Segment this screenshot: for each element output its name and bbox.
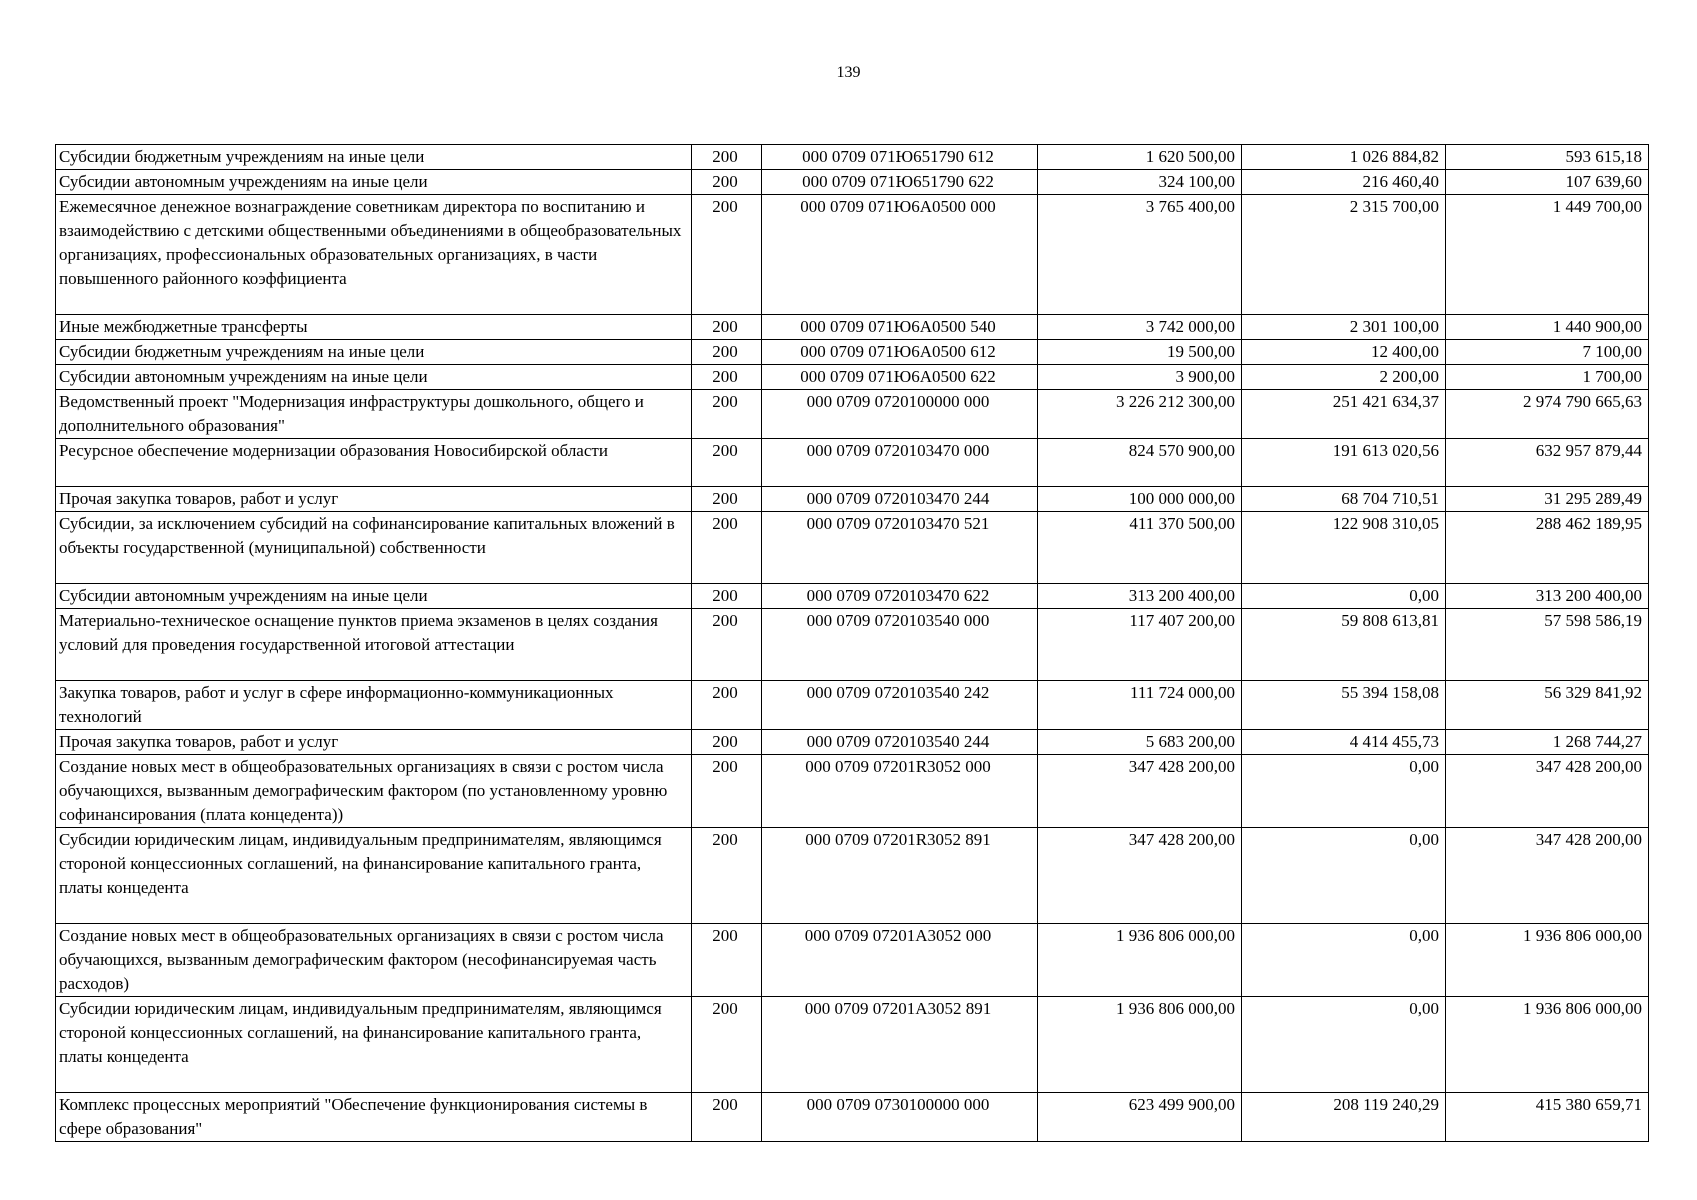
row-approved: 1 936 806 000,00 — [1038, 997, 1242, 1093]
row-name: Создание новых мест в общеобразовательных организациях в связи с ростом числа обучающихся, вызванным демографическим фактором (по установленному уровню софинансирования (плата концедента)) — [56, 755, 692, 828]
table-row — [56, 195, 1649, 315]
row-kbk: 000 0709 0720103470 521 — [762, 512, 1038, 584]
row-name: Создание новых мест в общеобразовательных организациях в связи с ростом числа обучающихся, вызванным демографическим фактором (несофинансируемая часть расходов) — [56, 924, 692, 997]
row-name: Комплекс процессных мероприятий "Обеспечение функционирования системы в сфере образования" — [56, 1093, 692, 1142]
table-row — [56, 584, 1649, 609]
row-code: 200 — [692, 584, 762, 609]
table-row — [56, 609, 1649, 681]
row-name: Субсидии автономным учреждениям на иные цели — [56, 584, 692, 609]
row-name: Иные межбюджетные трансферты — [56, 315, 692, 340]
row-executed: 55 394 158,08 — [1242, 681, 1446, 730]
row-unexecuted: 57 598 586,19 — [1446, 609, 1649, 681]
row-executed: 122 908 310,05 — [1242, 512, 1446, 584]
table-row — [56, 390, 1649, 439]
row-approved: 117 407 200,00 — [1038, 609, 1242, 681]
row-unexecuted: 288 462 189,95 — [1446, 512, 1649, 584]
row-approved: 5 683 200,00 — [1038, 730, 1242, 755]
row-code: 200 — [692, 365, 762, 390]
row-kbk: 000 0709 07201R3052 000 — [762, 755, 1038, 828]
row-kbk: 000 0709 071Ю6А0500 612 — [762, 340, 1038, 365]
row-executed: 0,00 — [1242, 997, 1446, 1093]
row-name: Закупка товаров, работ и услуг в сфере информационно-коммуникационных технологий — [56, 681, 692, 730]
row-executed: 59 808 613,81 — [1242, 609, 1446, 681]
row-name: Субсидии бюджетным учреждениям на иные цели — [56, 145, 692, 170]
row-name: Материально-техническое оснащение пунктов приема экзаменов в целях создания условий для проведения государственной итоговой аттестации — [56, 609, 692, 681]
row-kbk: 000 0709 071Ю651790 612 — [762, 145, 1038, 170]
row-approved: 347 428 200,00 — [1038, 755, 1242, 828]
row-code: 200 — [692, 340, 762, 365]
row-executed: 0,00 — [1242, 755, 1446, 828]
table-row — [56, 487, 1649, 512]
row-kbk: 000 0709 0720103540 242 — [762, 681, 1038, 730]
row-approved: 824 570 900,00 — [1038, 439, 1242, 487]
row-name: Субсидии, за исключением субсидий на софинансирование капитальных вложений в объекты государственной (муниципальной) собственности — [56, 512, 692, 584]
row-approved: 3 765 400,00 — [1038, 195, 1242, 315]
row-unexecuted: 347 428 200,00 — [1446, 828, 1649, 924]
row-approved: 3 900,00 — [1038, 365, 1242, 390]
row-kbk: 000 0709 0730100000 000 — [762, 1093, 1038, 1142]
table-row — [56, 439, 1649, 487]
row-unexecuted: 1 700,00 — [1446, 365, 1649, 390]
row-name: Субсидии юридическим лицам, индивидуальным предпринимателям, являющимся стороной концессионных соглашений, на финансирование капитального гранта, платы концедента — [56, 997, 692, 1093]
row-unexecuted: 107 639,60 — [1446, 170, 1649, 195]
row-code: 200 — [692, 512, 762, 584]
table-row — [56, 1093, 1649, 1142]
row-code: 200 — [692, 315, 762, 340]
row-unexecuted: 415 380 659,71 — [1446, 1093, 1649, 1142]
row-unexecuted: 593 615,18 — [1446, 145, 1649, 170]
table-row — [56, 315, 1649, 340]
row-unexecuted: 1 268 744,27 — [1446, 730, 1649, 755]
row-unexecuted: 7 100,00 — [1446, 340, 1649, 365]
row-executed: 0,00 — [1242, 924, 1446, 997]
row-approved: 347 428 200,00 — [1038, 828, 1242, 924]
table-row — [56, 755, 1649, 828]
row-code: 200 — [692, 924, 762, 997]
row-unexecuted: 2 974 790 665,63 — [1446, 390, 1649, 439]
row-unexecuted: 347 428 200,00 — [1446, 755, 1649, 828]
row-name: Ведомственный проект "Модернизация инфраструктуры дошкольного, общего и дополнительного образования" — [56, 390, 692, 439]
row-executed: 68 704 710,51 — [1242, 487, 1446, 512]
row-approved: 324 100,00 — [1038, 170, 1242, 195]
row-name: Ресурсное обеспечение модернизации образования Новосибирской области — [56, 439, 692, 487]
row-unexecuted: 632 957 879,44 — [1446, 439, 1649, 487]
row-kbk: 000 0709 071Ю6А0500 622 — [762, 365, 1038, 390]
row-kbk: 000 0709 0720103470 622 — [762, 584, 1038, 609]
row-kbk: 000 0709 07201А3052 000 — [762, 924, 1038, 997]
row-approved: 19 500,00 — [1038, 340, 1242, 365]
table-row — [56, 681, 1649, 730]
row-code: 200 — [692, 1093, 762, 1142]
table-row — [56, 924, 1649, 997]
row-unexecuted: 1 936 806 000,00 — [1446, 997, 1649, 1093]
row-code: 200 — [692, 730, 762, 755]
row-kbk: 000 0709 07201А3052 891 — [762, 997, 1038, 1093]
row-code: 200 — [692, 170, 762, 195]
row-approved: 100 000 000,00 — [1038, 487, 1242, 512]
row-kbk: 000 0709 0720103470 000 — [762, 439, 1038, 487]
row-code: 200 — [692, 681, 762, 730]
row-approved: 1 620 500,00 — [1038, 145, 1242, 170]
row-executed: 2 200,00 — [1242, 365, 1446, 390]
row-executed: 4 414 455,73 — [1242, 730, 1446, 755]
table-row — [56, 997, 1649, 1093]
row-approved: 313 200 400,00 — [1038, 584, 1242, 609]
row-code: 200 — [692, 828, 762, 924]
table-row — [56, 365, 1649, 390]
row-code: 200 — [692, 145, 762, 170]
row-unexecuted: 313 200 400,00 — [1446, 584, 1649, 609]
row-name: Субсидии автономным учреждениям на иные цели — [56, 365, 692, 390]
row-executed: 2 301 100,00 — [1242, 315, 1446, 340]
row-kbk: 000 0709 0720103470 244 — [762, 487, 1038, 512]
row-unexecuted: 1 449 700,00 — [1446, 195, 1649, 315]
budget-table — [55, 144, 1649, 1142]
row-kbk: 000 0709 071Ю6А0500 540 — [762, 315, 1038, 340]
row-unexecuted: 31 295 289,49 — [1446, 487, 1649, 512]
row-name: Субсидии автономным учреждениям на иные цели — [56, 170, 692, 195]
row-kbk: 000 0709 071Ю6А0500 000 — [762, 195, 1038, 315]
row-executed: 191 613 020,56 — [1242, 439, 1446, 487]
row-unexecuted: 56 329 841,92 — [1446, 681, 1649, 730]
row-name: Субсидии юридическим лицам, индивидуальным предпринимателям, являющимся стороной концессионных соглашений, на финансирование капитального гранта, платы концедента — [56, 828, 692, 924]
row-code: 200 — [692, 997, 762, 1093]
page-number: 139 — [836, 64, 861, 81]
row-executed: 208 119 240,29 — [1242, 1093, 1446, 1142]
row-approved: 3 226 212 300,00 — [1038, 390, 1242, 439]
row-executed: 216 460,40 — [1242, 170, 1446, 195]
row-approved: 411 370 500,00 — [1038, 512, 1242, 584]
row-approved: 623 499 900,00 — [1038, 1093, 1242, 1142]
row-name: Ежемесячное денежное вознаграждение советникам директора по воспитанию и взаимодействию с детскими общественными объединениями в общеобразовательных организациях, профессиональных образовательных организациях, в части повышенного районного коэффициента — [56, 195, 692, 315]
row-executed: 2 315 700,00 — [1242, 195, 1446, 315]
row-code: 200 — [692, 487, 762, 512]
row-name: Прочая закупка товаров, работ и услуг — [56, 487, 692, 512]
row-code: 200 — [692, 609, 762, 681]
row-unexecuted: 1 440 900,00 — [1446, 315, 1649, 340]
table-row — [56, 512, 1649, 584]
row-approved: 1 936 806 000,00 — [1038, 924, 1242, 997]
row-kbk: 000 0709 0720103540 244 — [762, 730, 1038, 755]
row-executed: 1 026 884,82 — [1242, 145, 1446, 170]
row-name: Субсидии бюджетным учреждениям на иные цели — [56, 340, 692, 365]
row-kbk: 000 0709 0720103540 000 — [762, 609, 1038, 681]
row-kbk: 000 0709 071Ю651790 622 — [762, 170, 1038, 195]
row-unexecuted: 1 936 806 000,00 — [1446, 924, 1649, 997]
row-code: 200 — [692, 390, 762, 439]
row-name: Прочая закупка товаров, работ и услуг — [56, 730, 692, 755]
row-code: 200 — [692, 195, 762, 315]
table-row — [56, 828, 1649, 924]
row-kbk: 000 0709 0720100000 000 — [762, 390, 1038, 439]
table-row — [56, 145, 1649, 170]
row-executed: 12 400,00 — [1242, 340, 1446, 365]
row-executed: 0,00 — [1242, 828, 1446, 924]
row-code: 200 — [692, 755, 762, 828]
row-approved: 3 742 000,00 — [1038, 315, 1242, 340]
table-row — [56, 170, 1649, 195]
row-executed: 0,00 — [1242, 584, 1446, 609]
row-code: 200 — [692, 439, 762, 487]
row-approved: 111 724 000,00 — [1038, 681, 1242, 730]
table-row — [56, 340, 1649, 365]
row-executed: 251 421 634,37 — [1242, 390, 1446, 439]
row-kbk: 000 0709 07201R3052 891 — [762, 828, 1038, 924]
table-row — [56, 730, 1649, 755]
